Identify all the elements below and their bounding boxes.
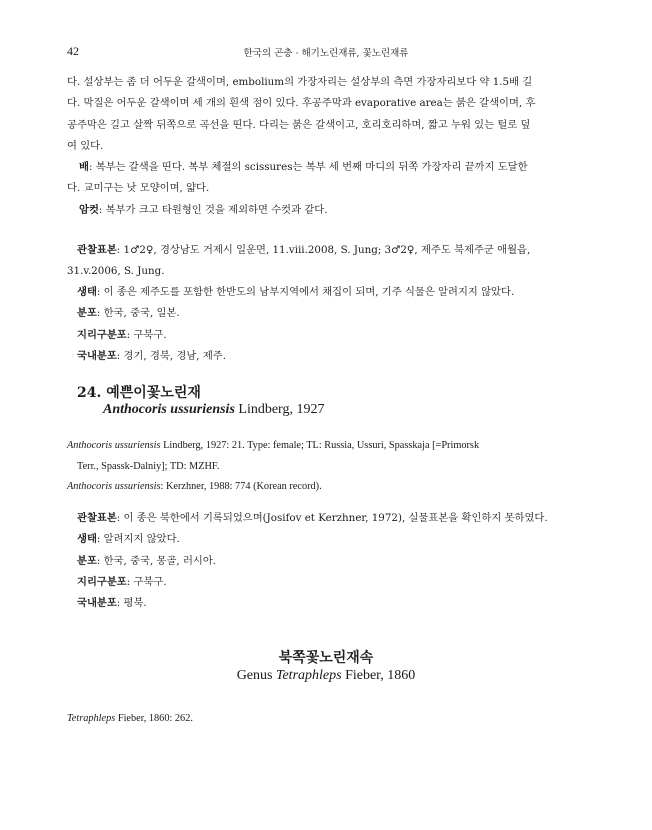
text-line: 다. 교미구는 낫 모양이며, 얇다. [67,182,210,195]
genus-ref-citation: Fieber, 1860: 262. [115,713,193,724]
text-line: 다. 설상부는 좀 더 어두운 갈색이며, embolium의 가장자리는 설상부의 측면 가장자리보다 약 1.5배 길 [67,76,533,88]
genus-name: Tetraphleps [275,668,342,683]
domestic-distribution-label: 국내분포 [77,597,117,610]
material-label: 관찰표본 [77,512,117,524]
page-header [67,44,585,60]
species-name: Anthocoris ussuriensis [103,402,235,417]
genus-synonymy [67,709,592,730]
species2-notes [77,508,592,614]
synonym-name: Anthocoris ussuriensis [67,481,161,492]
text-line: 다. 막질은 어두운 갈색이며 세 개의 흰색 점이 있다. 후공주막과 evaporative area는 붉은 갈색이며, 후 [67,97,536,110]
distribution-text: : 한국, 중국, 일본. [96,307,180,320]
page-number: 42 [67,44,79,58]
female-text: : 복부가 크고 타원형인 것을 제외하면 수컷과 같다. [98,204,328,216]
species-heading: 24. 예쁜이꽃노린재 [77,385,201,401]
species-author: Lindberg, 1927 [234,402,325,417]
female-paragraph [67,200,592,221]
domestic-distribution-text: : 경기, 경북, 경남, 제주. [116,349,227,362]
description-paragraph [67,72,592,157]
text-line: 공주막은 길고 살짝 뒤쪽으로 곡선을 띤다. 다리는 붉은 갈색이고, 호리호리하며, 짧고 누워 있는 털로 덮 [67,118,531,131]
text-line: 여 있다. [67,139,104,152]
material-label: 관찰표본 [77,244,117,256]
synonym-citation-cont: Terr., Spassk-Dalniy]; TD: MZHF. [77,460,220,472]
domestic-distribution-text: : 평북. [116,597,147,610]
synonymy-list [67,436,592,498]
text-line: 31.v.2006, S. Jung. [67,265,165,278]
species-scientific-name [103,402,324,418]
zoogeographic-label: 지리구분포 [77,328,127,341]
genus-author: Fieber, 1860 [341,668,416,683]
ecology-label: 생태 [77,533,97,546]
running-title: 한국의 곤충 · 해기노린재류, 꽃노린재류 [243,48,409,59]
domestic-distribution-label: 국내분포 [77,349,117,362]
ecology-text: : 알려지지 않았다. [96,533,180,546]
zoogeographic-label: 지리구분포 [77,575,127,588]
ecology-text: : 이 종은 제주도를 포함한 한반도의 남부지역에서 채집이 되며, 기주 식물은 알려지지 않았다. [96,286,515,298]
distribution-text: : 한국, 중국, 몽골, 러시아. [96,554,217,567]
genus-prefix: Genus [236,668,276,683]
female-label: 암컷 [79,204,99,216]
synonym-citation: Lindberg, 1927: 21. Type: female; TL: Russia, Ussuri, Spasskaja [=Primorsk [160,440,480,451]
zoogeographic-text: : 구북구. [126,328,167,341]
abdomen-paragraph [67,157,592,200]
distribution-label: 분포 [77,307,97,320]
distribution-label: 분포 [77,554,97,567]
synonym-name: Anthocoris ussuriensis [67,440,161,451]
genus-korean-name: 북쪽꽃노린재속 [278,650,374,666]
ecology-label: 생태 [77,286,97,298]
zoogeographic-text: : 구북구. [126,575,167,588]
abdomen-text: : 복부는 갈색을 띤다. 복부 체절의 scissures는 복부 세 번째 마디의 뒤쪽 가장자리 끝까지 도달한 [88,161,528,173]
species1-notes [77,261,592,367]
abdomen-label: 배 [79,161,89,173]
genus-heading [0,668,652,684]
material-text: : 이 종은 북한에서 기록되었으며(Josifov et Kerzhner, 1972), 실물표본을 확인하지 못하였다. [116,512,548,524]
material-text: : 1♂2♀, 경상남도 거제시 일운면, 11.viii.2008, S. Jung; 3♂2♀, 제주도 북제주군 애월읍, [116,244,531,256]
synonym-citation: : Kerzhner, 1988: 774 (Korean record). [160,481,322,492]
genus-ref-name: Tetraphleps [67,713,116,724]
